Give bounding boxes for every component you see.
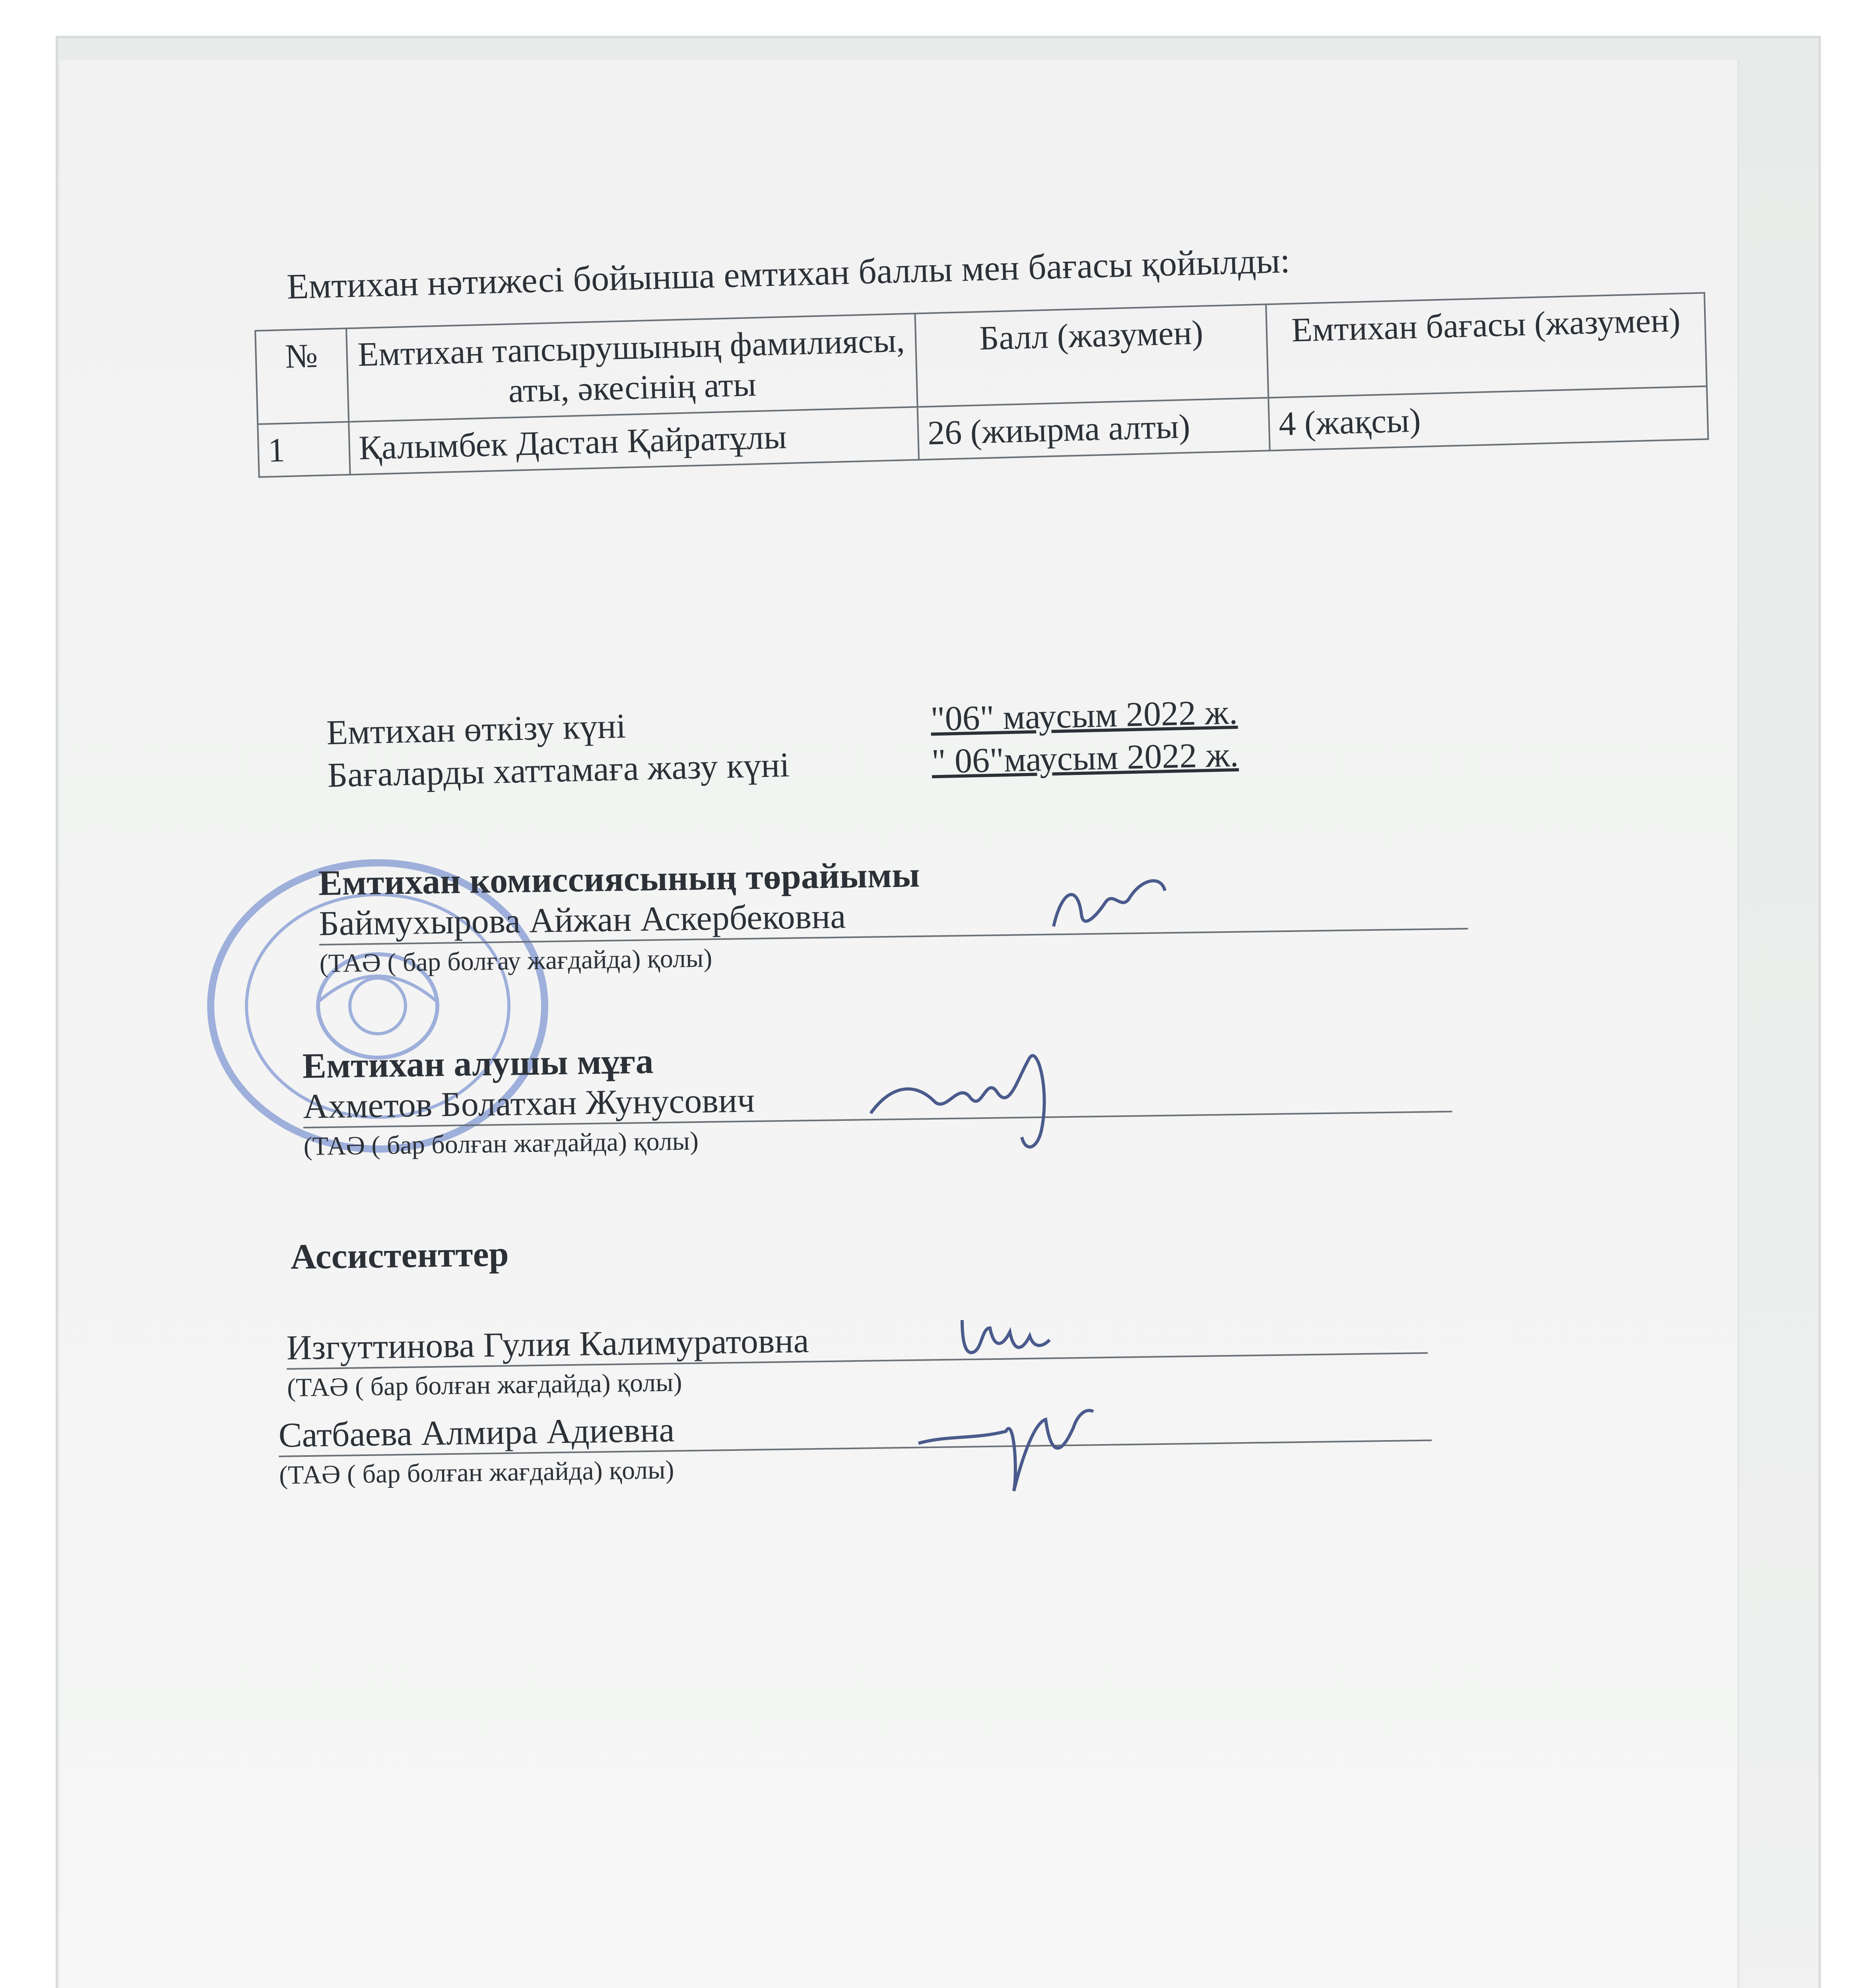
assistants-heading: Ассистенттер bbox=[290, 1234, 509, 1277]
assistant-2-signature bbox=[914, 1400, 1105, 1503]
examiner-heading: Емтихан алушы мұға bbox=[302, 1041, 654, 1086]
row-grade: 4 (жақсы) bbox=[1269, 386, 1708, 450]
chair-name: Баймухырова Айжан Аскербековна bbox=[318, 888, 1468, 945]
record-date-value: " 06"маусым 2022 ж. bbox=[931, 736, 1239, 781]
chair-note: (ТАӘ ( бар болғау жағдайда) қолы) bbox=[319, 944, 712, 978]
assistant-1 bbox=[286, 1312, 1428, 1403]
assistant-2 bbox=[278, 1400, 1432, 1491]
row-score: 26 (жиырма алты) bbox=[917, 398, 1270, 460]
assistant-1-name: Изгуттинова Гулия Калимуратовна bbox=[286, 1312, 1428, 1370]
row-student-name: Қалымбек Дастан Қайратұлы bbox=[349, 407, 919, 475]
assistant-2-note: (ТАӘ ( бар болған жағдайда) қолы) bbox=[279, 1455, 674, 1490]
header-score: Балл (жазумен) bbox=[915, 304, 1268, 407]
exam-date-value: "06" маусым 2022 ж. bbox=[930, 693, 1238, 739]
assistant-1-note: (ТАӘ ( бар болған жағдайда) қолы) bbox=[287, 1368, 682, 1402]
assistant-1-signature bbox=[954, 1304, 1058, 1368]
chair-heading: Емтихан комиссиясының төрайымы bbox=[318, 855, 920, 903]
exam-date-label: Емтихан өткізу күні bbox=[326, 707, 626, 752]
record-date-label: Бағаларды хаттамаға жазу күні bbox=[327, 746, 790, 795]
commission-chair bbox=[318, 847, 1469, 979]
examiner-note: (ТАӘ ( бар болған жағдайда) қолы) bbox=[303, 1126, 699, 1161]
header-grade: Емтихан бағасы (жазумен) bbox=[1266, 293, 1707, 398]
examiner-name: Ахметов Болатхан Жунусович bbox=[303, 1071, 1452, 1128]
results-intro: Емтихан нәтижесі бойынша емтихан баллы мен бағасы қойылды: bbox=[286, 241, 1291, 307]
header-name: Емтихан тапсырушының фамилиясы, аты, әкесінің аты bbox=[346, 313, 918, 421]
header-number: № bbox=[255, 328, 349, 424]
row-number: 1 bbox=[258, 422, 350, 477]
chair-signature bbox=[1046, 867, 1173, 946]
examiner-signature bbox=[867, 1034, 1073, 1165]
assistant-2-name: Сатбаева Алмира Адиевна bbox=[278, 1400, 1432, 1457]
